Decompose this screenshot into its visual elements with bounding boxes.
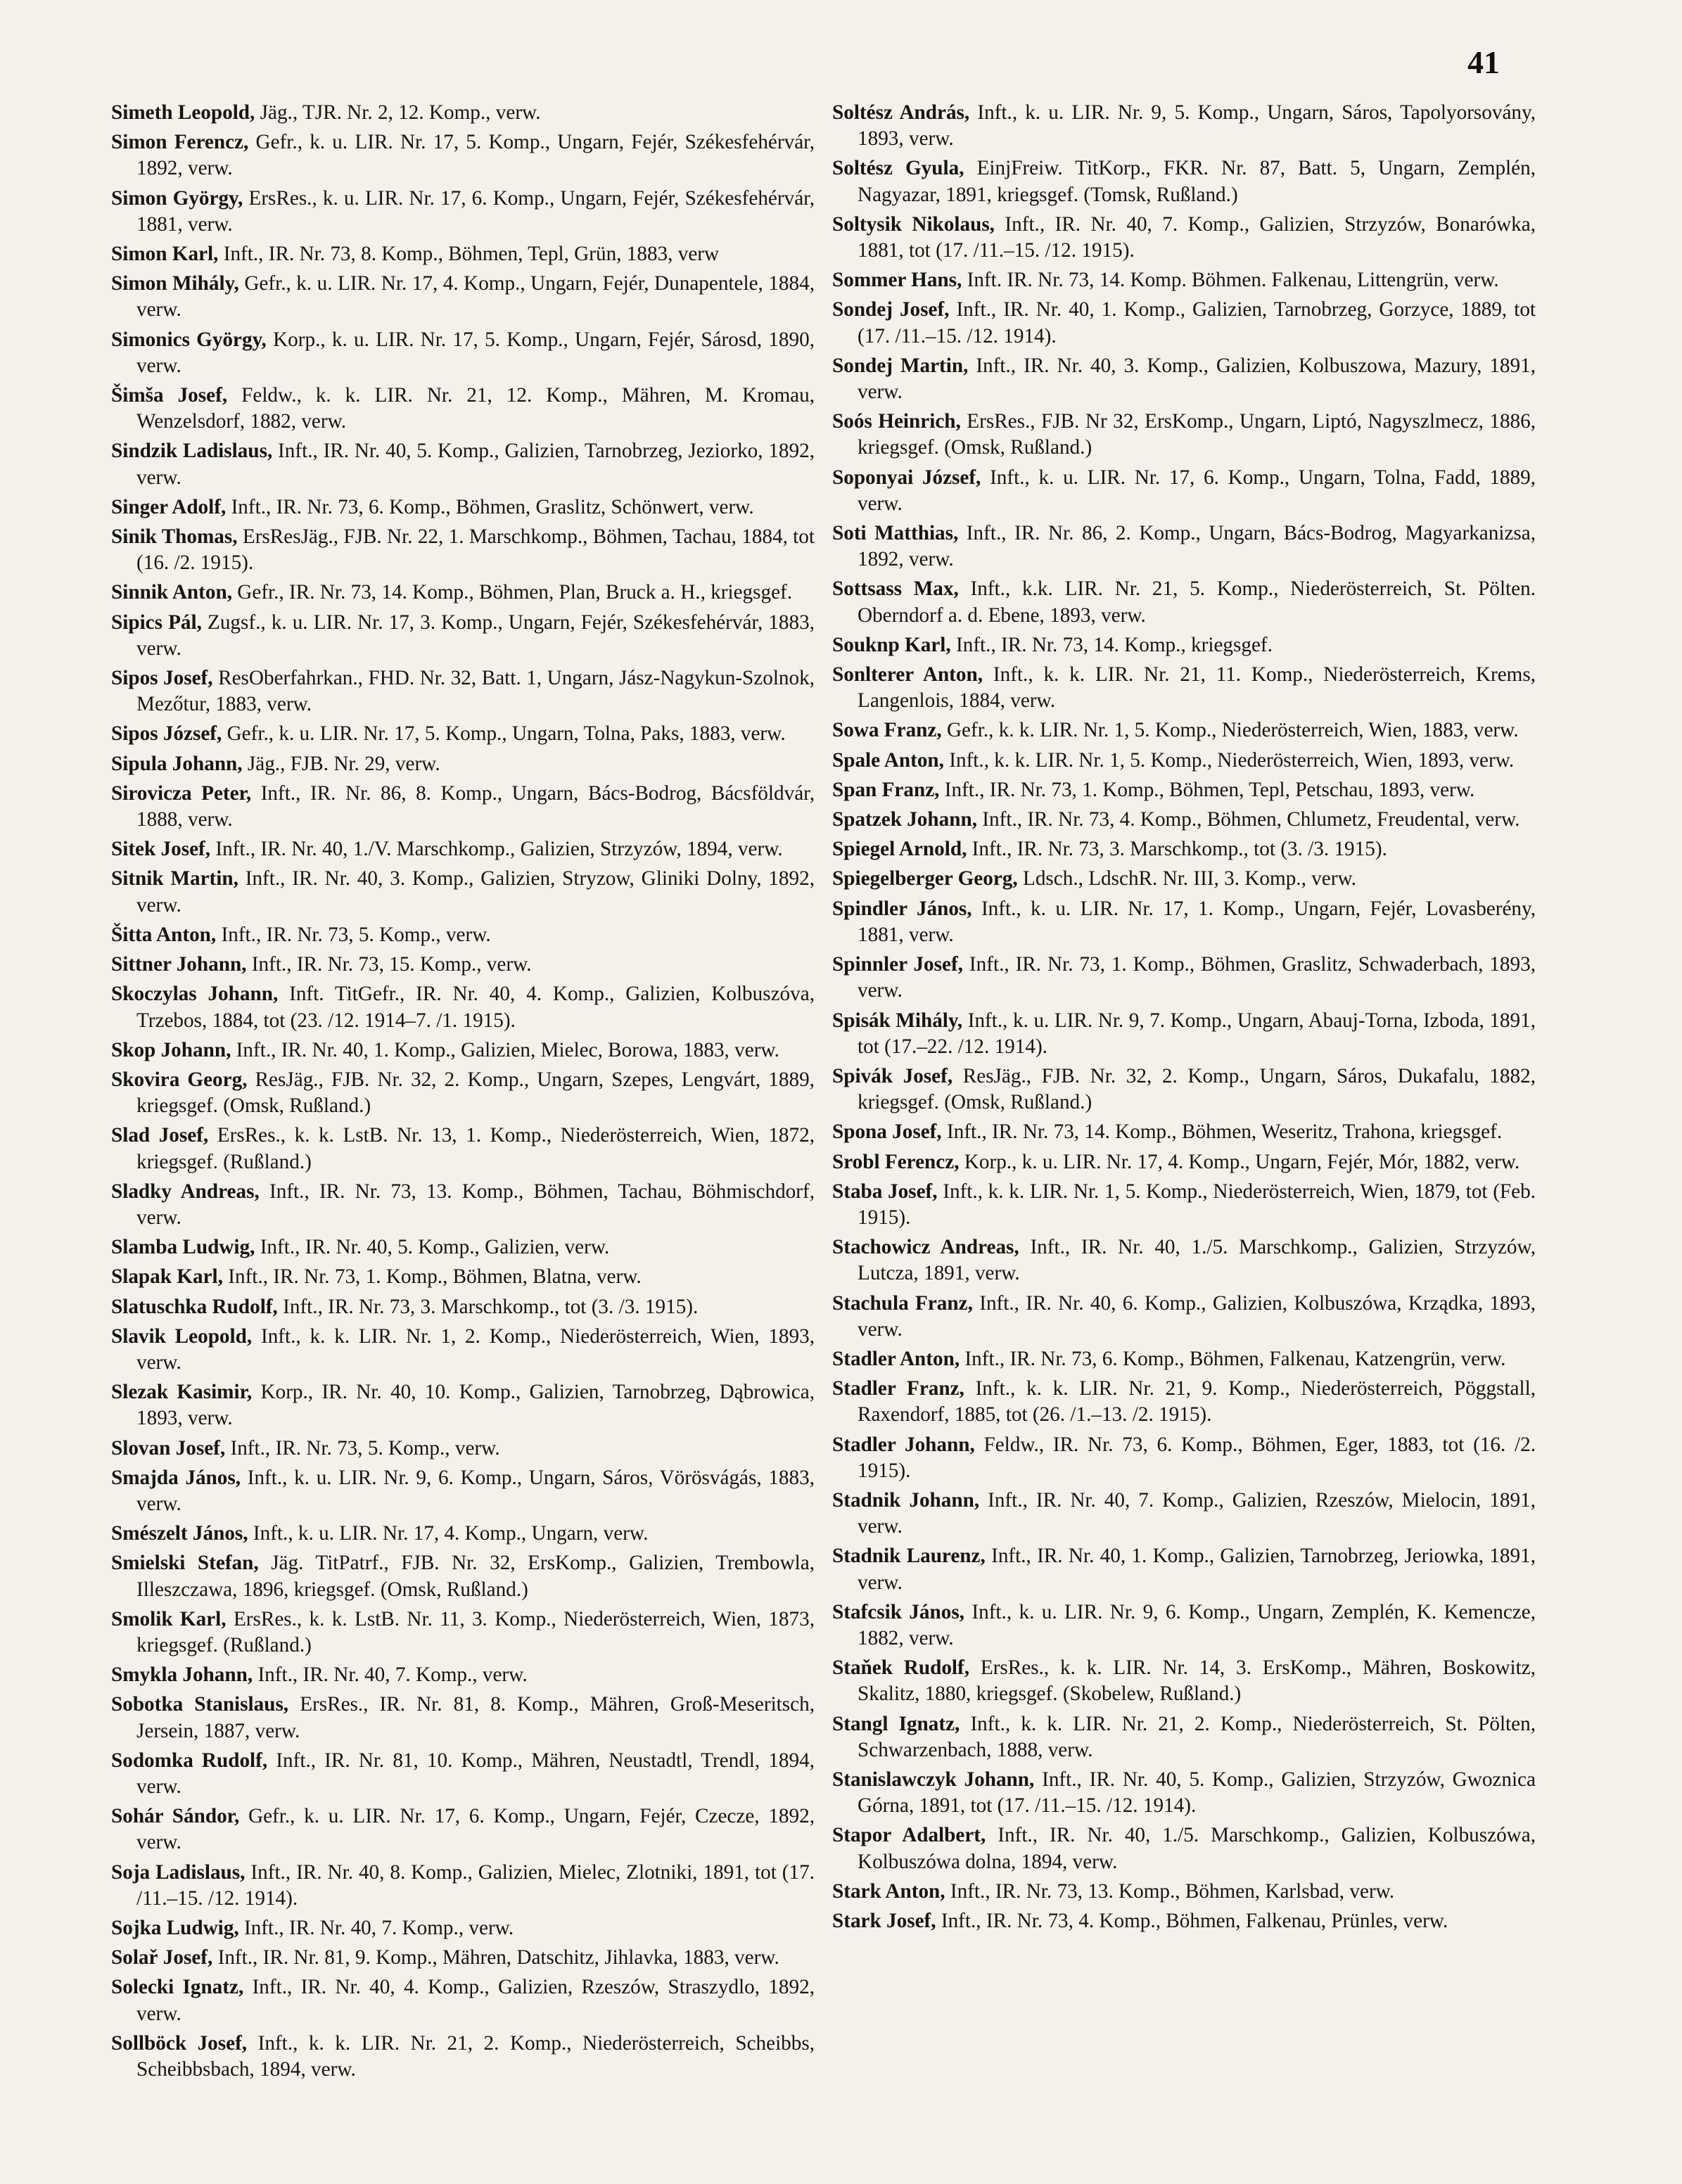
entry-details: Inft., k. u. LIR. Nr. 9, 6. Komp., Ungarn, Sáros, Vörösvágás, 1883, verw. <box>136 1466 815 1515</box>
register-entry <box>111 129 815 181</box>
entry-details: Inft., k. k. LIR. Nr. 1, 2. Komp., Niederösterreich, Wien, 1893, verw. <box>136 1324 815 1374</box>
register-entry <box>111 866 815 918</box>
entry-name: Sohár Sándor, <box>111 1805 240 1828</box>
entry-details: Inft., k. k. LIR. Nr. 21, 2. Komp., Niederösterreich, St. Pölten, Schwarzenbach, 1888, verw. <box>858 1712 1536 1761</box>
register-entry <box>832 100 1536 152</box>
entry-details: Inft., IR. Nr. 40, 1. Komp., Galizien, Tarnobrzeg, Jeriowka, 1891, verw. <box>858 1545 1536 1594</box>
register-entry <box>832 576 1536 628</box>
register-entry <box>111 781 815 833</box>
entry-details: Inft., k.k. LIR. Nr. 21, 5. Komp., Niederösterreich, St. Pölten. Oberndorf a. d. Ebene, 1893, verw. <box>858 577 1536 627</box>
entry-details: Inft., IR. Nr. 73, 1. Komp., Böhmen, Graslitz, Schwaderbach, 1893, verw. <box>858 953 1536 1002</box>
register-entry <box>832 1064 1536 1116</box>
entry-details: Gefr., k. u. LIR. Nr. 17, 4. Komp., Ungarn, Fejér, Dunapentele, 1884, verw. <box>136 272 815 321</box>
entry-details: Inft., IR. Nr. 73, 5. Komp., verw. <box>221 923 491 946</box>
entry-name: Span Franz, <box>832 778 940 801</box>
entry-name: Sipos József, <box>111 722 222 746</box>
entry-name: Spiegelberger Georg, <box>832 867 1018 890</box>
register-entry <box>111 1521 815 1547</box>
entry-details: Inft., IR. Nr. 73, 8. Komp., Böhmen, Tepl, Grün, 1883, verw <box>223 243 720 266</box>
register-entry <box>832 155 1536 207</box>
entry-details: Inft., k. u. LIR. Nr. 9, 7. Komp., Ungarn, Abauj-Torna, Izboda, 1891, tot (17.–22. /12. 1914). <box>858 1009 1536 1058</box>
entry-name: Sowa Franz, <box>832 719 942 742</box>
register-entry <box>832 353 1536 405</box>
register-entry <box>111 952 815 978</box>
entry-details: Inft., IR. Nr. 86, 8. Komp., Ungarn, Bács-Bodrog, Bácsföldvár, 1888, verw. <box>136 781 815 831</box>
entry-details: Inft., k. u. LIR. Nr. 9, 6. Komp., Ungarn, Zemplén, K. Kemencze, 1882, verw. <box>858 1600 1536 1649</box>
entry-details: Jäg. TitPatrf., FJB. Nr. 32, ErsKomp., Galizien, Trembowla, Illeszczawa, 1896, kriegsgef. (Omsk, Rußland.) <box>136 1552 815 1601</box>
register-entry <box>832 1119 1536 1145</box>
entry-details: Inft., IR. Nr. 81, 10. Komp., Mähren, Neustadtl, Trendl, 1894, verw. <box>136 1749 815 1798</box>
entry-details: Jäg., TJR. Nr. 2, 12. Komp., verw. <box>260 101 541 124</box>
entry-name: Stadnik Laurenz, <box>832 1545 986 1568</box>
entry-name: Soja Ladislaus, <box>111 1860 246 1884</box>
entry-name: Stark Josef, <box>832 1910 936 1932</box>
entry-name: Sipics Pál, <box>111 611 202 634</box>
register-entry <box>111 1067 815 1119</box>
entry-details: Inft., IR. Nr. 86, 2. Komp., Ungarn, Bács-Bodrog, Magyarkanizsa, 1892, verw. <box>858 522 1536 571</box>
entry-name: Skop Johann, <box>111 1038 231 1061</box>
register-entry <box>111 1234 815 1260</box>
register-entry <box>832 896 1536 948</box>
entry-name: Sipos Josef, <box>111 667 213 690</box>
register-entry <box>111 100 815 126</box>
entry-name: Slad Josef, <box>111 1124 209 1147</box>
register-entry <box>111 327 815 379</box>
entry-name: Sinik Thomas, <box>111 525 238 549</box>
entry-name: Stadnik Johann, <box>832 1488 980 1512</box>
register-entry <box>832 1543 1536 1595</box>
register-entry <box>111 1860 815 1912</box>
entry-name: Smielski Stefan, <box>111 1552 259 1575</box>
register-entry <box>832 807 1536 833</box>
entry-name: Simeth Leopold, <box>111 101 255 124</box>
entry-details: ErsRes., k. k. LIR. Nr. 14, 3. ErsKomp., Mähren, Boskowitz, Skalitz, 1880, kriegsgef. (Skobelew, Rußland.) <box>858 1656 1536 1706</box>
register-entry <box>111 1915 815 1941</box>
entry-details: ErsResJäg., FJB. Nr. 22, 1. Marschkomp., Böhmen, Tachau, 1884, tot (16. /2. 1915). <box>136 525 815 575</box>
register-entry <box>832 1655 1536 1707</box>
entry-name: Solecki Ignatz, <box>111 1976 244 1999</box>
entry-name: Sirovicza Peter, <box>111 781 252 805</box>
entry-details: Inft., IR. Nr. 40, 3. Komp., Galizien, Kolbuszowa, Mazury, 1891, verw. <box>858 354 1536 404</box>
register-entry <box>832 717 1536 743</box>
entry-name: Stachula Franz, <box>832 1291 973 1315</box>
register-entry <box>111 1945 815 1971</box>
register-entry <box>111 665 815 717</box>
register-entry <box>111 1803 815 1856</box>
entry-details: Feldw., IR. Nr. 73, 6. Komp., Böhmen, Eger, 1883, tot (16. /2. 1915). <box>858 1433 1536 1482</box>
entry-name: Stadler Franz, <box>832 1377 964 1400</box>
register-entry <box>832 1767 1536 1819</box>
entry-name: Srobl Ferencz, <box>832 1150 960 1173</box>
register-entry <box>111 524 815 576</box>
entry-name: Soltysik Nikolaus, <box>832 212 995 236</box>
entry-name: Soós Heinrich, <box>832 410 961 433</box>
entry-details: Inft., IR. Nr. 73, 6. Komp., Böhmen, Falkenau, Katzengrün, verw. <box>964 1347 1506 1370</box>
entry-name: Stafcsik János, <box>832 1600 964 1623</box>
register-entry <box>111 1179 815 1231</box>
page-number: 41 <box>1467 44 1500 80</box>
register-entry <box>111 981 815 1033</box>
register-entry <box>832 866 1536 892</box>
register-entry <box>832 267 1536 293</box>
entry-name: Soltész András, <box>832 101 970 124</box>
entry-details: Inft., k. k. LIR. Nr. 1, 5. Komp., Niederösterreich, Wien, 1879, tot (Feb. 1915). <box>858 1180 1536 1229</box>
entry-details: Korp., k. u. LIR. Nr. 17, 4. Komp., Ungarn, Fejér, Mór, 1882, verw. <box>964 1150 1520 1173</box>
register-entry <box>832 632 1536 658</box>
entry-details: Inft., k. u. LIR. Nr. 17, 6. Komp., Ungarn, Tolna, Fadd, 1889, verw. <box>858 466 1536 515</box>
entry-details: Inft., k. u. LIR. Nr. 17, 1. Komp., Ungarn, Fejér, Lovasberény, 1881, verw. <box>858 897 1536 946</box>
register-entry <box>832 521 1536 573</box>
entry-details: Inft., IR. Nr. 73, 13. Komp., Böhmen, Tachau, Böhmischdorf, verw. <box>136 1180 815 1229</box>
register-entry <box>111 1974 815 2026</box>
register-entry <box>111 751 815 777</box>
entry-name: Šimša Josef, <box>111 384 228 407</box>
entry-details: Korp., IR. Nr. 40, 10. Komp., Galizien, Tarnobrzeg, Dąbrowica, 1893, verw. <box>136 1381 815 1430</box>
entry-details: Inft., IR. Nr. 73, 13. Komp., Böhmen, Karlsbad, verw. <box>950 1879 1395 1903</box>
entry-details: Inft., IR. Nr. 40, 3. Komp., Galizien, Stryzow, Gliniki Dolny, 1892, verw. <box>136 867 815 917</box>
register-entry <box>832 952 1536 1004</box>
entry-details: Inft., IR. Nr. 73, 1. Komp., Böhmen, Tepl, Petschau, 1893, verw. <box>944 778 1475 801</box>
entry-name: Sladky Andreas, <box>111 1180 260 1203</box>
entry-details: ResJäg., FJB. Nr. 32, 2. Komp., Ungarn, Szepes, Lengvárt, 1889, kriegsgef. (Omsk, Rußland.) <box>136 1068 815 1118</box>
entry-name: Sondej Josef, <box>832 298 950 321</box>
entry-details: Inft., k. k. LIR. Nr. 21, 11. Komp., Niederösterreich, Krems, Langenlois, 1884, verw. <box>858 663 1536 713</box>
register-entry <box>832 836 1536 862</box>
register-entry <box>111 271 815 323</box>
entry-details: Inft., IR. Nr. 40, 7. Komp., Galizien, Strzyzów, Bonarówka, 1881, tot (17. /11.–15. /12. 1915). <box>858 212 1536 262</box>
entry-details: ErsRes., IR. Nr. 81, 8. Komp., Mähren, Groß-Meseritsch, Jersein, 1887, verw. <box>136 1693 815 1742</box>
register-entry <box>832 1149 1536 1175</box>
entry-details: Gefr., k. u. LIR. Nr. 17, 5. Komp., Ungarn, Fejér, Székesfehérvár, 1892, verw. <box>136 131 815 180</box>
entry-details: Inft., k. u. LIR. Nr. 17, 4. Komp., Ungarn, verw. <box>253 1522 649 1545</box>
entry-details: Inft., IR. Nr. 40, 1. Komp., Galizien, Tarnobrzeg, Gorzyce, 1889, tot (17. /11.–15. /12. 1914). <box>858 298 1536 347</box>
register-entry <box>111 610 815 662</box>
entry-name: Sojka Ludwig, <box>111 1917 239 1939</box>
register-entry <box>111 1436 815 1462</box>
entry-details: Korp., k. u. LIR. Nr. 17, 5. Komp., Ungarn, Fejér, Sárosd, 1890, verw. <box>136 328 815 377</box>
entry-name: Sindzik Ladislaus, <box>111 440 273 463</box>
entry-details: Inft., IR. Nr. 40, 5. Komp., Galizien, Tarnobrzeg, Jeziorko, 1892, verw. <box>136 440 815 489</box>
entry-name: Staňek Rudolf, <box>832 1656 970 1680</box>
register-entry <box>111 186 815 238</box>
register-entry <box>832 1908 1536 1934</box>
entry-details: Inft., IR. Nr. 40, 1./5. Marschkomp., Galizien, Strzyzów, Lutcza, 1891, verw. <box>858 1236 1536 1285</box>
register-entry <box>111 1037 815 1064</box>
entry-name: Skovira Georg, <box>111 1068 248 1091</box>
register-entry <box>832 748 1536 774</box>
entry-name: Soponyai József, <box>832 466 981 489</box>
entry-name: Šitta Anton, <box>111 923 217 946</box>
entry-name: Sitnik Martin, <box>111 867 238 890</box>
entry-name: Sinnik Anton, <box>111 581 232 604</box>
entry-details: Inft., IR. Nr. 73, 1. Komp., Böhmen, Blatna, verw. <box>228 1265 642 1289</box>
entry-details: Inft., k. k. LIR. Nr. 1, 5. Komp., Niederösterreich, Wien, 1893, verw. <box>949 748 1515 772</box>
entry-name: Skoczylas Johann, <box>111 983 279 1006</box>
right-column <box>832 100 1536 1938</box>
register-entry <box>111 383 815 435</box>
register-entry <box>111 580 815 606</box>
register-entry <box>111 1748 815 1800</box>
register-entry <box>111 494 815 521</box>
entry-name: Stadler Johann, <box>832 1433 975 1456</box>
entry-details: Inft., IR. Nr. 40, 1./V. Marschkomp., Galizien, Strzyzów, 1894, verw. <box>215 838 783 861</box>
entry-details: Inft., k. k. LIR. Nr. 21, 2. Komp., Niederösterreich, Scheibbs, Scheibbsbach, 1894, verw. <box>136 2031 815 2081</box>
entry-details: Inft., IR. Nr. 73, 14. Komp., Böhmen, Weseritz, Trahona, kriegsgef. <box>947 1120 1503 1144</box>
entry-details: Inft., IR. Nr. 81, 9. Komp., Mähren, Datschitz, Jihlavka, 1883, verw. <box>217 1946 779 1969</box>
entry-details: Ldsch., LdschR. Nr. III, 3. Komp., verw. <box>1023 867 1356 890</box>
register-entry <box>111 922 815 948</box>
entry-name: Sodomka Rudolf, <box>111 1749 268 1772</box>
register-entry <box>111 241 815 267</box>
register-entry <box>832 465 1536 517</box>
register-entry <box>111 2031 815 2083</box>
entry-details: Inft., IR. Nr. 40, 7. Komp., Galizien, Rzeszów, Mielocin, 1891, verw. <box>858 1488 1536 1538</box>
entry-name: Slatuschka Rudolf, <box>111 1295 278 1318</box>
entry-details: Inft., IR. Nr. 73, 3. Marschkomp., tot (3. /3. 1915). <box>971 838 1387 861</box>
entry-name: Sollböck Josef, <box>111 2031 248 2055</box>
entry-name: Spisák Mihály, <box>832 1009 963 1032</box>
entry-name: Soti Matthias, <box>832 522 959 545</box>
entry-name: Stachowicz Andreas, <box>832 1236 1019 1259</box>
register-entry <box>832 1008 1536 1060</box>
entry-name: Smészelt János, <box>111 1522 248 1545</box>
register-entry <box>111 438 815 490</box>
entry-details: Inft., IR. Nr. 40, 5. Komp., Galizien, Strzyzów, Gwoznica Górna, 1891, tot (17. /11.–15. /12. 1914). <box>858 1768 1536 1818</box>
entry-name: Smolik Karl, <box>111 1607 227 1630</box>
entry-name: Singer Adolf, <box>111 495 227 518</box>
register-entry <box>832 1822 1536 1875</box>
register-entry <box>111 721 815 747</box>
entry-details: Inft., IR. Nr. 40, 1. Komp., Galizien, Mielec, Borowa, 1883, verw. <box>236 1038 779 1061</box>
entry-name: Slavik Leopold, <box>111 1324 253 1348</box>
entry-name: Simon Karl, <box>111 243 219 266</box>
entry-name: Stangl Ignatz, <box>832 1712 960 1735</box>
entry-name: Smykla Johann, <box>111 1663 253 1687</box>
entry-name: Spinnler Josef, <box>832 953 963 976</box>
entry-name: Stapor Adalbert, <box>832 1824 986 1847</box>
entry-name: Sonlterer Anton, <box>832 663 983 687</box>
entry-name: Slezak Kasimir, <box>111 1381 253 1404</box>
entry-name: Spindler János, <box>832 897 972 920</box>
register-entry <box>832 297 1536 349</box>
entry-name: Stadler Anton, <box>832 1347 960 1370</box>
entry-name: Sottsass Max, <box>832 577 959 601</box>
entry-details: ErsRes., k. k. LstB. Nr. 11, 3. Komp., Niederösterreich, Wien, 1873, kriegsgef. (Rußland.) <box>136 1607 815 1656</box>
entry-name: Simonics György, <box>111 328 267 351</box>
entry-details: Inft., IR. Nr. 40, 4. Komp., Galizien, Rzeszów, Straszydlo, 1892, verw. <box>136 1976 815 2025</box>
entry-details: Inft., k. u. LIR. Nr. 9, 5. Komp., Ungarn, Sáros, Tapolyorsovány, 1893, verw. <box>858 101 1536 151</box>
entry-details: Gefr., k. u. LIR. Nr. 17, 5. Komp., Ungarn, Tolna, Paks, 1883, verw. <box>227 722 786 746</box>
entry-details: Inft. TitGefr., IR. Nr. 40, 4. Komp., Galizien, Kolbuszóva, Trzebos, 1884, tot (23. /12. 1914–7. /1. 1915). <box>136 983 815 1032</box>
entry-details: Inft., k. k. LIR. Nr. 21, 9. Komp., Niederösterreich, Pöggstall, Raxendorf, 1885, tot (26. /1.–13. /2. 1915). <box>858 1377 1536 1426</box>
register-entry <box>832 409 1536 461</box>
entry-details: Gefr., k. k. LIR. Nr. 1, 5. Komp., Niederösterreich, Wien, 1883, verw. <box>946 719 1519 742</box>
entry-name: Sitek Josef, <box>111 838 211 861</box>
register-entry <box>832 212 1536 264</box>
entry-name: Staba Josef, <box>832 1180 938 1203</box>
entry-details: EinjFreiw. TitKorp., FKR. Nr. 87, Batt. 5, Ungarn, Zemplén, Nagyazar, 1891, kriegsgef. (Tomsk, Rußland.) <box>858 157 1536 206</box>
register-entry <box>832 662 1536 714</box>
entry-details: Inft., IR. Nr. 40, 7. Komp., verw. <box>243 1917 514 1939</box>
register-entry <box>832 1599 1536 1652</box>
entry-details: Inft., IR. Nr. 40, 5. Komp., Galizien, verw. <box>260 1236 610 1259</box>
left-column <box>111 100 815 2086</box>
entry-details: Inft., IR. Nr. 40, 7. Komp., verw. <box>257 1663 528 1687</box>
entry-details: Inft., IR. Nr. 73, 6. Komp., Böhmen, Graslitz, Schönwert, verw. <box>231 495 754 518</box>
entry-details: Inft., IR. Nr. 40, 1./5. Marschkomp., Galizien, Kolbuszówa, Kolbuszówa dolna, 1894, verw. <box>858 1824 1536 1873</box>
entry-name: Simon György, <box>111 186 243 210</box>
entry-name: Spatzek Johann, <box>832 808 977 831</box>
register-entry <box>111 1607 815 1659</box>
entry-name: Sittner Johann, <box>111 953 247 976</box>
entry-details: ErsRes., FJB. Nr 32, ErsKomp., Ungarn, Liptó, Nagyszlmecz, 1886, kriegsgef. (Omsk, Rußland.) <box>858 410 1536 459</box>
entry-details: Inft., IR. Nr. 73, 4. Komp., Böhmen, Chlumetz, Freudental, verw. <box>982 808 1520 831</box>
entry-name: Solař Josef, <box>111 1946 213 1969</box>
entry-name: Stark Anton, <box>832 1879 945 1903</box>
register-entry <box>832 1879 1536 1905</box>
entry-name: Slapak Karl, <box>111 1265 223 1289</box>
register-entry <box>832 1346 1536 1372</box>
entry-name: Spiegel Arnold, <box>832 838 967 861</box>
register-entry <box>832 1711 1536 1763</box>
entry-details: Inft., IR. Nr. 40, 6. Komp., Galizien, Kolbuszówa, Krządka, 1893, verw. <box>858 1291 1536 1341</box>
entry-details: ErsRes., k. k. LstB. Nr. 13, 1. Komp., Niederösterreich, Wien, 1872, kriegsgef. (Rußland.) <box>136 1124 815 1173</box>
entry-details: Inft., IR. Nr. 73, 5. Komp., verw. <box>230 1436 500 1460</box>
register-entry <box>111 1692 815 1744</box>
entry-details: Zugsf., k. u. LIR. Nr. 17, 3. Komp., Ungarn, Fejér, Székesfehérvár, 1883, verw. <box>136 611 815 660</box>
entry-details: ResOberfahrkan., FHD. Nr. 32, Batt. 1, Ungarn, Jász-Nagykun-Szolnok, Mezőtur, 1883, verw. <box>136 667 815 716</box>
register-entry <box>832 1234 1536 1286</box>
entry-details: Gefr., IR. Nr. 73, 14. Komp., Böhmen, Plan, Bruck a. H., kriegsgef. <box>237 581 793 604</box>
entry-name: Spona Josef, <box>832 1120 942 1144</box>
entry-details: Inft., IR. Nr. 73, 3. Marschkomp., tot (3. /3. 1915). <box>283 1295 699 1318</box>
entry-name: Souknp Karl, <box>832 633 951 656</box>
entry-name: Sommer Hans, <box>832 269 962 292</box>
entry-details: Inft., IR. Nr. 73, 15. Komp., verw. <box>251 953 532 976</box>
entry-details: Inft., IR. Nr. 73, 4. Komp., Böhmen, Falkenau, Prünles, verw. <box>941 1910 1448 1932</box>
entry-name: Sondej Martin, <box>832 354 969 377</box>
entry-name: Spivák Josef, <box>832 1064 953 1087</box>
entry-details: Inft., IR. Nr. 40, 8. Komp., Galizien, Mielec, Zlotniki, 1891, tot (17. /11.–15. /12. 1914). <box>136 1860 815 1910</box>
entry-name: Soltész Gyula, <box>832 157 964 180</box>
entry-name: Smajda János, <box>111 1466 241 1489</box>
register-entry <box>111 1379 815 1431</box>
entry-name: Stanislawczyk Johann, <box>832 1768 1035 1791</box>
register-entry <box>832 1291 1536 1343</box>
entry-name: Slamba Ludwig, <box>111 1236 255 1259</box>
register-entry <box>832 1432 1536 1484</box>
entry-details: Inft., IR. Nr. 73, 14. Komp., kriegsgef. <box>956 633 1273 656</box>
entry-name: Spale Anton, <box>832 748 944 772</box>
register-entry <box>111 1324 815 1376</box>
register-entry <box>111 1550 815 1602</box>
register-entry <box>832 1488 1536 1540</box>
entry-name: Sipula Johann, <box>111 752 243 775</box>
entry-name: Slovan Josef, <box>111 1436 226 1460</box>
entry-details: Gefr., k. u. LIR. Nr. 17, 6. Komp., Ungarn, Fejér, Czecze, 1892, verw. <box>136 1805 815 1854</box>
register-entry <box>832 1179 1536 1231</box>
entry-details: Feldw., k. k. LIR. Nr. 21, 12. Komp., Mähren, M. Kromau, Wenzelsdorf, 1882, verw. <box>136 384 815 433</box>
register-entry <box>111 836 815 862</box>
entry-name: Sobotka Stanislaus, <box>111 1693 289 1716</box>
entry-details: Jäg., FJB. Nr. 29, verw. <box>247 752 440 775</box>
register-entry <box>832 777 1536 803</box>
entry-details: Inft. IR. Nr. 73, 14. Komp. Böhmen. Falkenau, Littengrün, verw. <box>967 269 1499 292</box>
entry-name: Simon Mihály, <box>111 272 239 295</box>
register-entry <box>111 1294 815 1320</box>
register-entry <box>111 1662 815 1688</box>
entry-name: Simon Ferencz, <box>111 131 249 154</box>
entry-details: ResJäg., FJB. Nr. 32, 2. Komp., Ungarn, Sáros, Dukafalu, 1882, kriegsgef. (Omsk, Rußland.) <box>858 1064 1536 1114</box>
entry-details: ErsRes., k. u. LIR. Nr. 17, 6. Komp., Ungarn, Fejér, Székesfehérvár, 1881, verw. <box>136 186 815 236</box>
register-entry <box>111 1465 815 1517</box>
register-entry <box>111 1264 815 1290</box>
register-entry <box>832 1376 1536 1428</box>
register-entry <box>111 1123 815 1175</box>
